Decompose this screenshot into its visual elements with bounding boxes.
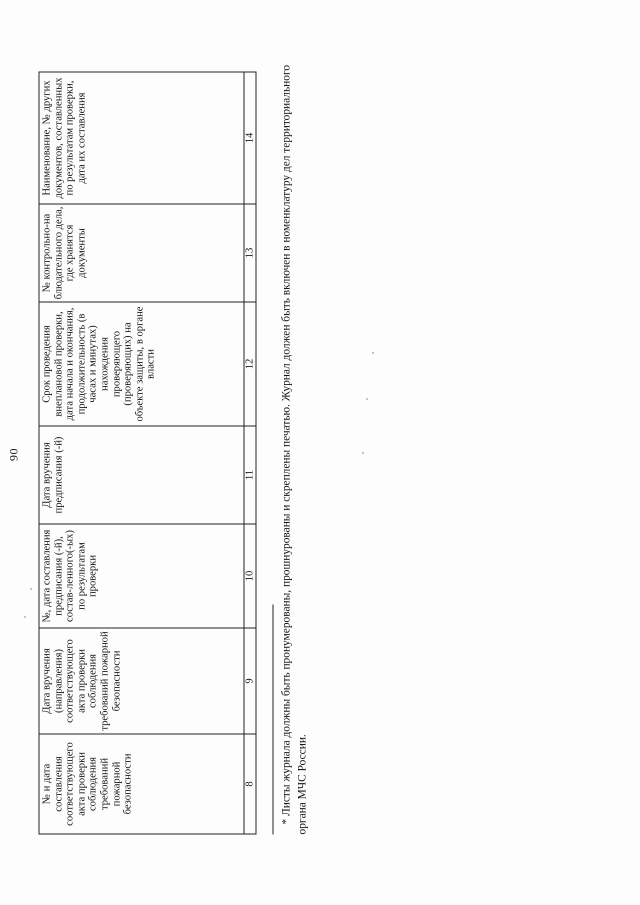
header-row bbox=[39, 72, 244, 834]
column-number: 14 bbox=[244, 72, 256, 204]
header-order-delivery-date: Дата вручения предписания (-й) bbox=[39, 426, 244, 524]
scan-artifact bbox=[366, 398, 368, 400]
column-number: 13 bbox=[244, 204, 256, 302]
rotated-content bbox=[1, 0, 640, 905]
footnote-divider bbox=[273, 605, 274, 835]
scan-artifact bbox=[24, 616, 26, 618]
column-number-row bbox=[244, 72, 256, 834]
column-number: 11 bbox=[244, 426, 256, 524]
page-number: 90 bbox=[6, 448, 21, 461]
header-act-number-date: № и дата составления соответствующего акта проверки соблюдения требований пожарной безопасности bbox=[39, 734, 244, 834]
scan-artifact bbox=[30, 588, 32, 590]
journal-table bbox=[39, 72, 257, 835]
header-case-number: № контрольно-на блюдательного дела, где хранятся документы bbox=[39, 204, 244, 302]
column-number: 9 bbox=[244, 628, 256, 734]
header-other-documents: Наименование, № других документов, составленных по результатам проверки, дата их составления bbox=[39, 72, 244, 204]
header-inspection-period: Срок проведения внеплановой проверки, дата начала и окончания, продолжительность (в часах и минутах) нахождения проверяющего (проверяющих) на объекте защиты, в органе власти bbox=[39, 302, 244, 426]
column-number: 12 bbox=[244, 302, 256, 426]
footnote-text: * Листы журнала должны быть пронумерованы, прошнурованы и скреплены печатью. Журнал должен быть включен в номенклатуру дел территориального органа МЧС России. bbox=[280, 64, 309, 835]
column-number: 8 bbox=[244, 734, 256, 834]
scan-artifact bbox=[372, 352, 374, 354]
header-act-delivery-date: Дата вручения (направления) соответствующего акта проверки соблюдения требований пожарной безопасности bbox=[39, 628, 244, 734]
header-order-number-date: №, дата составления предписания (-й), состав-ленного(-ых) по результатам проверки bbox=[39, 524, 244, 628]
column-number: 10 bbox=[244, 524, 256, 628]
scan-artifact bbox=[362, 452, 364, 454]
